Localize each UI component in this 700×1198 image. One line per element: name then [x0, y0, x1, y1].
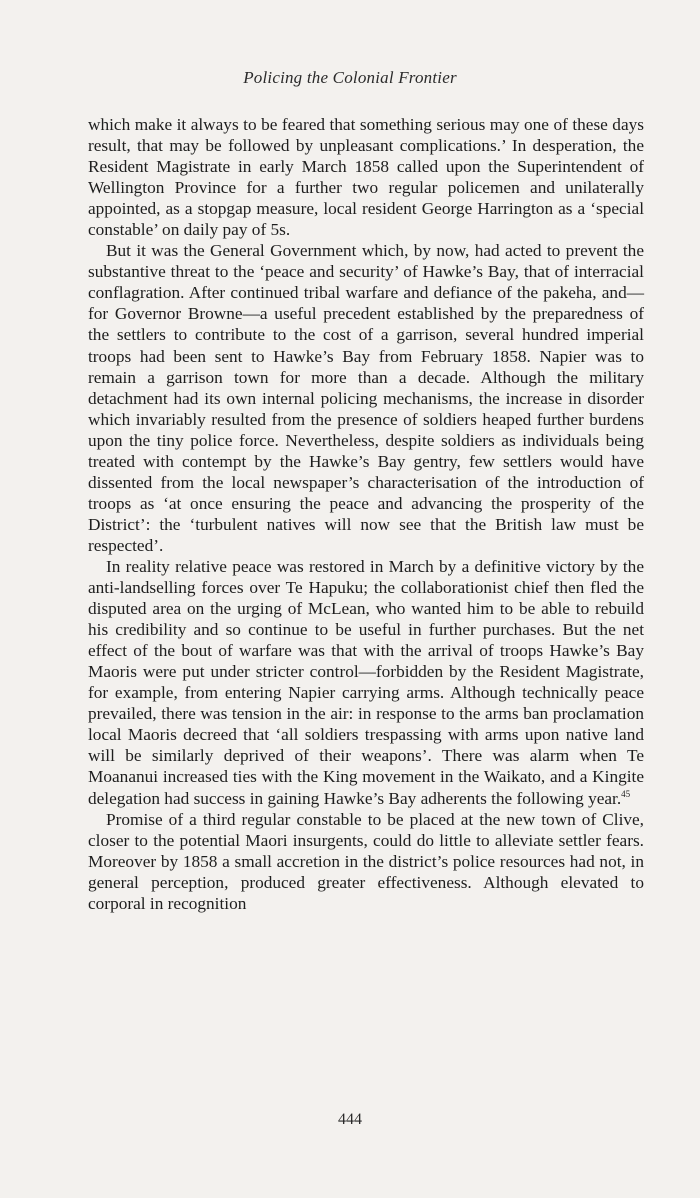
- paragraph-1-text: which make it always to be feared that something serious may one of these days result, that may be followed by unpleasant complications.’ In desperation, the Resident Magistrate in early March 1858 called upon the Superintendent of Wellington Province for a further two regular policemen and unilaterally appointed, as a stopgap measure, local resident George Harrington as a ‘special constable’ on daily pay of 5s.: [88, 115, 644, 240]
- paragraph-4-text: Promise of a third regular constable to be placed at the new town of Clive, closer to the potential Maori insurgents, could do little to alleviate settler fears. Moreover by 1858 a small accretion in the district’s police resources had not, in general perception, produced greater effectiveness. Although elevated to corporal in recognition: [88, 809, 644, 913]
- body-text: [88, 114, 644, 914]
- paragraph-2-text: But it was the General Government which, by now, had acted to prevent the substantive threat to the ‘peace and security’ of Hawke’s Bay, that of interracial conflagration. After continued tribal warfare and defiance of the pakeha, and—for Governor Browne—a useful precedent established by the preparedness of the settlers to contribute to the cost of a garrison, several hundred imperial troops had been sent to Hawke’s Bay from February 1858. Napier was to remain a garrison town for more than a decade. Although the military detachment had its own internal policing mechanisms, the increase in disorder which invariably resulted from the presence of soldiers heaped further burdens upon the tiny police force. Nevertheless, despite soldiers as individuals being treated with contempt by the Hawke’s Bay gentry, few settlers would have dissented from the local newspaper’s characterisation of the introduction of troops as ‘at once ensuring the peace and advancing the prosperity of the District’: the ‘turbulent natives will now see that the British law must be respected’.: [88, 241, 644, 555]
- paragraph-4: [88, 809, 644, 914]
- footnote-reference[interactable]: 45: [621, 788, 631, 799]
- paragraph-3: [88, 556, 644, 809]
- page-number: 444: [338, 1111, 362, 1128]
- paragraph-2: [88, 240, 644, 556]
- paragraph-1: [88, 114, 644, 240]
- running-head: Policing the Colonial Frontier: [243, 68, 457, 87]
- paragraph-3-text: In reality relative peace was restored in March by a definitive victory by the anti-landselling forces over Te Hapuku; the collaborationist chief then fled the disputed area on the urging of McLean, who wanted him to be able to rebuild his credibility and so continue to be useful in further purchases. But the net effect of the bout of warfare was that with the arrival of troops Hawke’s Bay Maoris were put under stricter control—forbidden by the Resident Magistrate, for example, from entering Napier carrying arms. Although technically peace prevailed, there was tension in the air: in response to the arms ban proclamation local Maoris decreed that ‘all soldiers trespassing with arms upon native land will be similarly deprived of their weapons’. There was alarm when Te Moananui increased ties with the King movement in the Waikato, and a Kingite delegation had success in gaining Hawke’s Bay adherents the following year.: [88, 556, 644, 808]
